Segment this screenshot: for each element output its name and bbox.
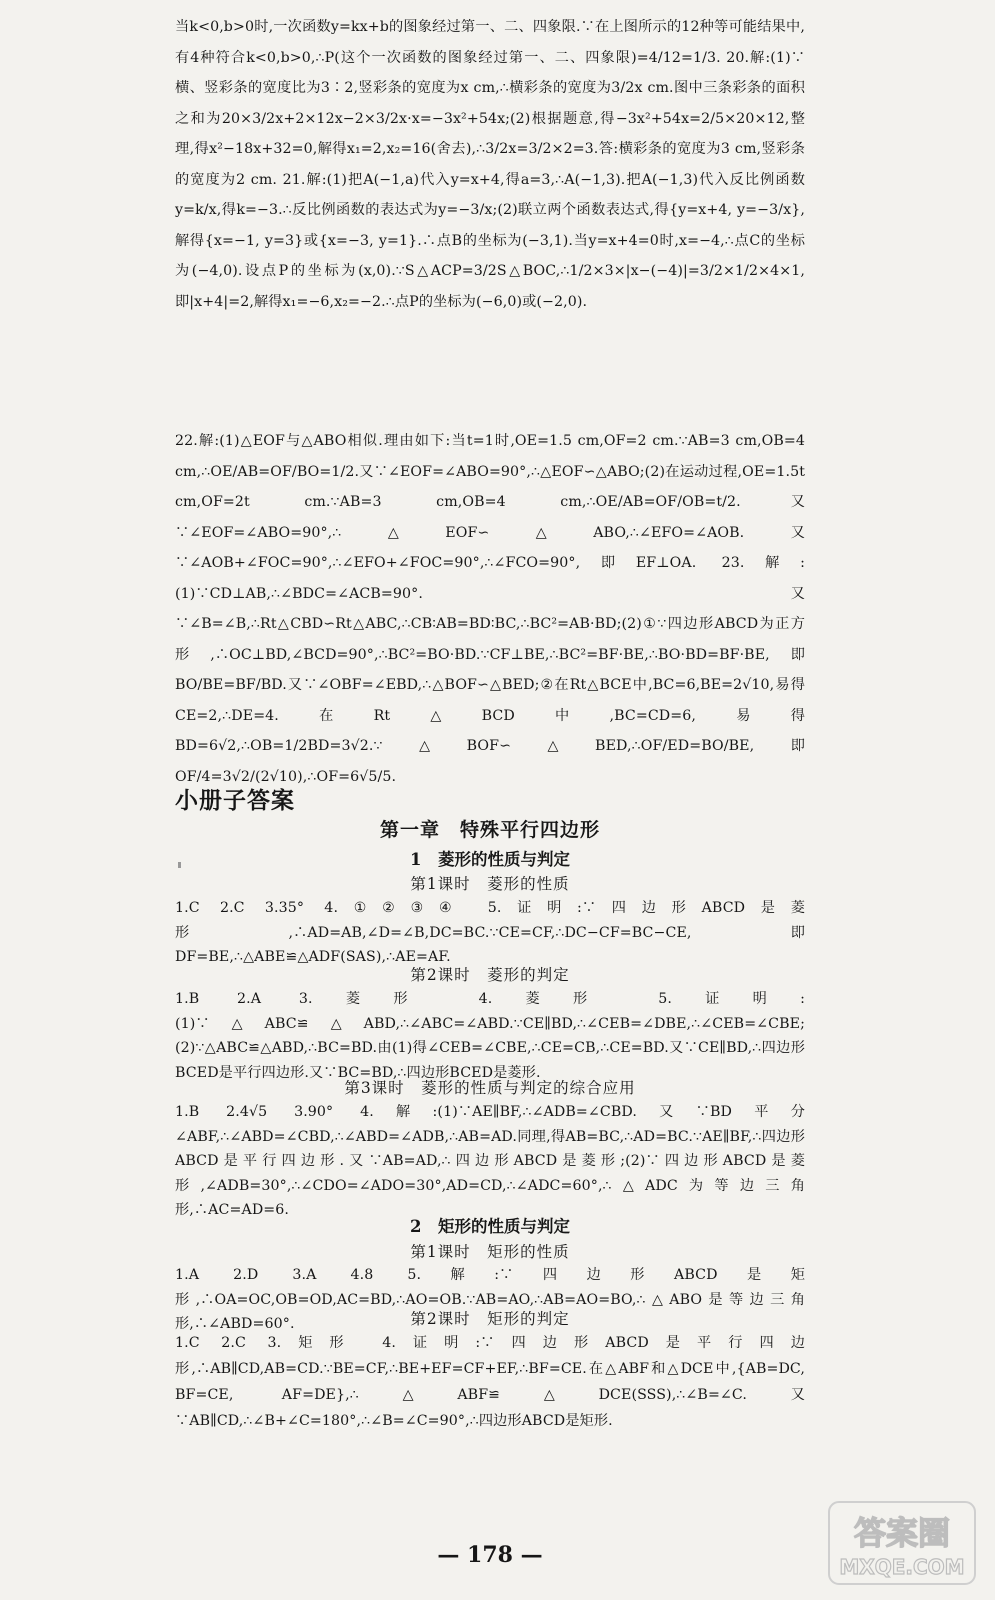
chapter-title: 第一章 特殊平行四边形	[379, 819, 600, 841]
answers-part-2: 22.解:(1)△EOF与△ABO相似.理由如下:当t=1时,OE=1.5 cm,OF=2 cm.∵AB=3 cm,OB=4 cm,∴OE/AB=OF/BO=1/2.又∵∠EOF=∠ABO=90°,∴△EOF∽△ABO;(2)在运动过程,OE=1.5t cm,OF=2t cm.∵AB=3 cm,OB=4 cm,∴OE/AB=OF/OB=t/2.又∵∠EOF=∠ABO=90°,∴△EOF∽△ABO,∴∠EFO=∠AOB.又∵∠AOB+∠FOC=90°,∴∠EFO+∠FOC=90°,∴∠FCO=90°,即EF⊥OA. 23.解:(1)∵CD⊥AB,∴∠BDC=∠ACB=90°.又∵∠B=∠B,∴Rt△CBD∽Rt△ABC,∴CB∶AB=BD∶BC,∴BC²=AB·BD;(2)①∵四边形ABCD为正方形,∴OC⊥BD,∠BCD=90°,∴BC²=BO·BD.∵CF⊥BE,∴BC²=BF·BE,∴BO·BD=BF·BE,即BO/BE=BF/BD.又∵∠OBF=∠EBD,∴△BOF∽△BED;②在Rt△BCE中,BC=6,BE=2√10,易得CE=2,∴DE=4.在Rt△BCD中,BC=CD=6,易得BD=6√2,∴OB=1/2BD=3√2.∵△BOF∽△BED,∴OF/ED=BO/BE,即OF/4=3√2/(2√10),∴OF=6√5/5.	[175, 433, 805, 785]
lesson-text-1-3: 1.B 2.4√5 3.90° 4.解:(1)∵AE∥BF,∴∠ADB=∠CBD.又∵BD平分∠ABF,∴∠ABD=∠CBD,∴∠ABD=∠ADB,∴AB=AD.同理,得AB=BC,∴AD=BC.∵AE∥BF,∴四边形ABCD是平行四边形.又∵AB=AD,∴四边形ABCD是菱形;(2)∵四边形ABCD是菱形,∠ADB=30°,∴∠CDO=∠ADO=30°,AD=CD,∴∠ADC=60°,∴△ADC为等边三角形,∴AC=AD=6.	[175, 1104, 805, 1218]
lesson-text-2-2: 1.C 2.C 3.矩形 4.证明:∵四边形ABCD是平行四边形,∴AB∥CD,AB=CD.∵BE=CF,∴BE+EF=CF+EF,∴BF=CE.在△ABF和△DCE中,{AB=DC, BF=CE, AF=DE},∴△ABF≌△DCE(SSS),∴∠B=∠C.又∵AB∥CD,∴∠B+∠C=180°,∴∠B=∠C=90°,∴四边形ABCD是矩形.	[175, 1335, 805, 1429]
lesson-title-2-2: 第2课时 矩形的判定	[410, 1310, 570, 1328]
section-title-rectangle: 2 矩形的性质与判定	[410, 1217, 570, 1236]
lesson-title-1-1: 第1课时 菱形的性质	[410, 875, 570, 893]
lesson-text-2-1: 1.A 2.D 3.A 4.8 5.解:∵四边形ABCD是矩形,∴OA=OC,OB=OD,AC=BD,∴AO=OB.∵AB=AO,∴AB=AO=BO,∴△ABO是等边三角形,∴∠ABD=60°.	[175, 1267, 805, 1332]
page-number: — 178 —	[437, 1542, 543, 1568]
lesson-title-2-1: 第1课时 矩形的性质	[410, 1243, 570, 1261]
scan-speck	[178, 862, 181, 868]
booklet-title: 小册子答案	[175, 788, 295, 814]
lesson-title-1-2: 第2课时 菱形的判定	[410, 966, 570, 984]
watermark-cn: 答案圈	[853, 1514, 951, 1552]
watermark-logo	[827, 1500, 977, 1586]
section-title-rhombus: 1 菱形的性质与判定	[410, 850, 570, 869]
watermark-en: MXQE.COM	[839, 1555, 965, 1579]
lesson-text-1-1: 1.C 2.C 3.35° 4.①②③④ 5.证明:∵四边形ABCD是菱形,∴AD=AB,∠D=∠B,DC=BC.∵CE=CF,∴DC−CF=BC−CE,即DF=BE,∴△ABE≌△ADF(SAS),∴AE=AF.	[175, 900, 805, 965]
lesson-text-1-2: 1.B 2.A 3.菱形 4.菱形 5.证明:(1)∵△ABC≌△ABD,∴∠ABC=∠ABD.∵CE∥BD,∴∠CEB=∠DBE,∴∠CEB=∠CBE;(2)∵△ABC≌△ABD,∴BC=BD.由(1)得∠CEB=∠CBE,∴CE=CB,∴CE=BD.又∵CE∥BD,∴四边形BCED是平行四边形.又∵BC=BD,∴四边形BCED是菱形.	[175, 991, 805, 1081]
lesson-title-1-3: 第3课时 菱形的性质与判定的综合应用	[344, 1079, 636, 1097]
answers-part-1: 当k<0,b>0时,一次函数y=kx+b的图象经过第一、二、四象限.∵在上图所示的12种等可能结果中,有4种符合k<0,b>0,∴P(这个一次函数的图象经过第一、二、四象限)=4/12=1/3. 20.解:(1)∵横、竖彩条的宽度比为3∶2,竖彩条的宽度为x cm,∴横彩条的宽度为3/2x cm.图中三条彩条的面积之和为20×3/2x+2×12x−2×3/2x·x=−3x²+54x;(2)根据题意,得−3x²+54x=2/5×20×12,整理,得x²−18x+32=0,解得x₁=2,x₂=16(舍去),∴3/2x=3/2×2=3.答:横彩条的宽度为3 cm,竖彩条的宽度为2 cm. 21.解:(1)把A(−1,a)代入y=x+4,得a=3,∴A(−1,3).把A(−1,3)代入反比例函数y=k/x,得k=−3.∴反比例函数的表达式为y=−3/x;(2)联立两个函数表达式,得{y=x+4, y=−3/x},解得{x=−1, y=3}或{x=−3, y=1}.∴点B的坐标为(−3,1).当y=x+4=0时,x=−4,∴点C的坐标为(−4,0).设点P的坐标为(x,0).∵S△ACP=3/2S△BOC,∴1/2×3×|x−(−4)|=3/2×1/2×4×1,即|x+4|=2,解得x₁=−6,x₂=−2.∴点P的坐标为(−6,0)或(−2,0).	[175, 19, 805, 310]
